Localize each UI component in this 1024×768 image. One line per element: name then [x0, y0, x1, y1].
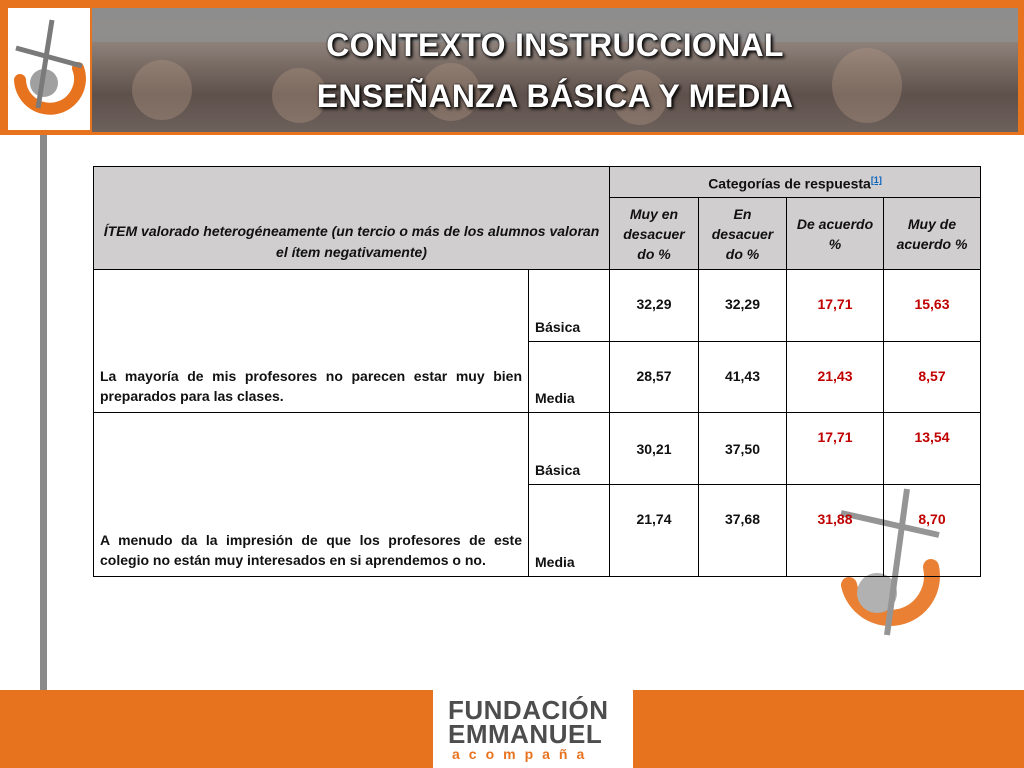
- value-cell: 41,43: [699, 342, 787, 413]
- logo: [6, 6, 92, 132]
- column-header: En desacuer do %: [699, 198, 787, 270]
- value-cell: 8,57: [884, 342, 981, 413]
- column-header: De acuerdo %: [787, 198, 884, 270]
- level-label: Básica: [529, 270, 610, 342]
- value-cell: 21,43: [787, 342, 884, 413]
- value-cell: 13,54: [884, 413, 981, 485]
- categories-header: [610, 167, 981, 198]
- value-cell: 15,63: [884, 270, 981, 342]
- value-cell: 30,21: [610, 413, 699, 485]
- footnote-link[interactable]: [1]: [870, 174, 882, 185]
- value-cell: 31,88: [787, 485, 884, 577]
- brand-name-line2: EMMANUEL: [448, 719, 603, 749]
- value-cell: 17,71: [787, 270, 884, 342]
- results-table: [93, 166, 981, 577]
- level-label: Media: [529, 342, 610, 413]
- vertical-divider: [40, 135, 47, 690]
- item-header: ÍTEM valorado heterogéneamente (un tercio o más de los alumnos valoran el ítem negativamente): [94, 167, 610, 270]
- value-cell: 21,74: [610, 485, 699, 577]
- item-text: La mayoría de mis profesores no parecen estar muy bien preparados para las clases.: [94, 270, 529, 413]
- page-subtitle: ENSEÑANZA BÁSICA Y MEDIA: [316, 78, 794, 114]
- brand-tagline: acompaña: [452, 746, 594, 762]
- level-label: Básica: [529, 413, 610, 485]
- value-cell: 37,50: [699, 413, 787, 485]
- column-header: Muy de acuerdo %: [884, 198, 981, 270]
- value-cell: 32,29: [610, 270, 699, 342]
- value-cell: 8,70: [884, 485, 981, 577]
- brand-name-line1: FUNDACIÓN: [448, 695, 609, 725]
- page-title: CONTEXTO INSTRUCCIONAL: [326, 27, 784, 63]
- value-cell: 17,71: [787, 413, 884, 485]
- categories-label: Categorías de respuesta: [708, 175, 871, 192]
- value-cell: 32,29: [699, 270, 787, 342]
- value-cell: 37,68: [699, 485, 787, 577]
- table-row: [94, 270, 981, 342]
- cross-logo-icon: [8, 8, 90, 130]
- value-cell: 28,57: [610, 342, 699, 413]
- level-label: Media: [529, 485, 610, 577]
- item-text: A menudo da la impresión de que los profesores de este colegio no están muy interesados en si aprendemos o no.: [94, 413, 529, 577]
- column-header: Muy en desacuer do %: [610, 198, 699, 270]
- table-row: [94, 413, 981, 485]
